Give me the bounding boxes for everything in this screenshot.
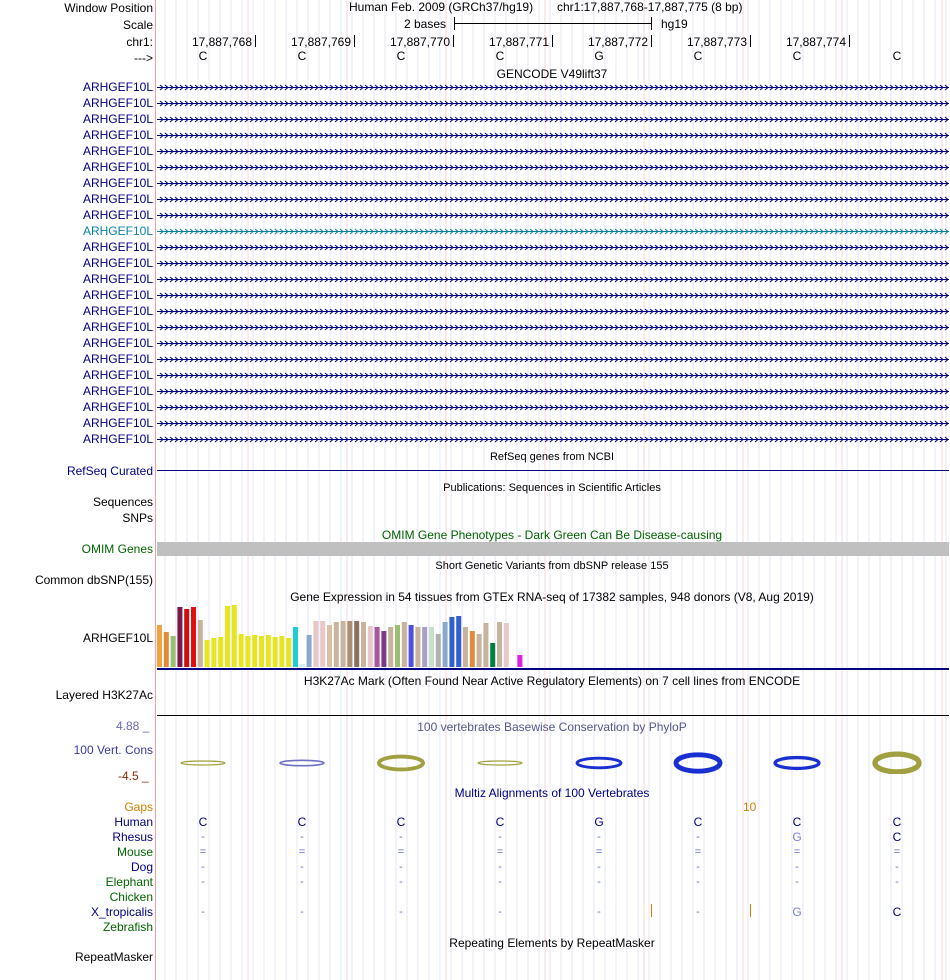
gtex-tissue-bar [361,622,366,667]
gencode-transcript[interactable] [157,176,949,192]
base-letter: C [792,49,802,63]
gtex-tissue-bar [470,631,475,667]
scale-bar [454,23,652,24]
gtex-tissue-bar [232,605,237,667]
chrom-label: chr1: [126,35,153,49]
gencode-transcript[interactable] [157,224,949,240]
base-letter: C [396,49,406,63]
gtex-tissue-bar [177,607,182,667]
alignment-base: = [793,846,801,858]
ruler-coordinate: 17,887,774 [785,35,846,49]
ruler-tick [849,35,850,47]
alignment-base: - [498,906,502,918]
alignment-base: = [893,846,901,858]
alignment-base: C [693,815,703,829]
gencode-transcript[interactable] [157,128,949,144]
repeatmasker-title: Repeating Elements by RepeatMasker [449,936,655,950]
gencode-transcript-label[interactable]: ARHGEF10L [82,160,153,174]
gencode-transcript[interactable] [157,144,949,160]
gencode-transcript[interactable] [157,208,949,224]
omim-bar[interactable] [157,542,949,556]
h3k27ac-title: H3K27Ac Mark (Often Found Near Active Regulatory Elements) on 7 cell lines from ENCODE [303,674,801,688]
gtex-tissue-bar [511,664,516,667]
publications-sequences-label[interactable]: Sequences [92,495,153,509]
conservation-logo [379,757,423,770]
ruler-coordinate: 17,887,769 [290,35,351,49]
alignment-base: - [795,861,799,873]
gtex-tissue-bar [381,631,386,667]
alignment-base: G [792,905,802,919]
gencode-transcript-label[interactable]: ARHGEF10L [82,384,153,398]
alignment-base: - [696,876,700,888]
base-letter: C [495,49,505,63]
alignment-base: - [597,906,601,918]
publications-title: Publications: Sequences in Scientific Articles [443,482,661,494]
species-label[interactable]: Chicken [109,890,153,904]
gencode-transcript-label[interactable]: ARHGEF10L [82,320,153,334]
gencode-transcript[interactable] [157,240,949,256]
alignment-base: - [399,831,403,843]
gencode-transcript[interactable] [157,368,949,384]
gaps-label[interactable]: Gaps [124,800,153,814]
h3k27ac-label[interactable]: Layered H3K27Ac [55,688,153,702]
multiz-title: Multiz Alignments of 100 Vertebrates [454,786,650,800]
alignment-base: = [595,846,603,858]
ruler-tick [453,35,454,47]
conservation-logo [181,761,225,765]
gtex-tissue-bar [517,655,522,667]
gencode-transcript-label[interactable]: ARHGEF10L [82,176,153,190]
gencode-transcript-label[interactable]: ARHGEF10L [82,416,153,430]
gencode-transcript-label[interactable]: ARHGEF10L [82,224,153,238]
h3k27ac-baseline [157,715,949,716]
alignment-base: - [201,906,205,918]
gencode-title: GENCODE V49lift37 [496,67,608,81]
label-divider [155,0,156,980]
gtex-tissue-bar [409,625,414,667]
gtex-tissue-bar [157,625,162,667]
conservation-logo [676,755,720,771]
alignment-base: - [696,906,700,918]
gtex-tissue-bar [490,643,495,667]
conservation-logo [478,761,522,765]
gaps-count: 10 [743,800,757,814]
gtex-tissue-bar [368,626,373,667]
gtex-tissue-bar [436,634,441,667]
refseq-title: RefSeq genes from NCBI [489,451,615,463]
gtex-tissue-bar [415,627,420,667]
alignment-base: - [399,861,403,873]
assembly-text: Human Feb. 2009 (GRCh37/hg19) [349,0,534,14]
gencode-transcript-label[interactable]: ARHGEF10L [82,400,153,414]
alignment-base: = [496,846,504,858]
alignment-base: - [498,876,502,888]
gencode-transcript[interactable] [157,416,949,432]
alignment-base: - [895,876,899,888]
conservation-label[interactable]: 100 Vert. Cons [73,743,153,757]
gtex-tissue-bar [313,621,318,667]
alignment-base: C [495,815,505,829]
gencode-transcript[interactable] [157,160,949,176]
gencode-transcript[interactable] [157,352,949,368]
gtex-tissue-bar [225,606,230,667]
alignment-base: - [895,861,899,873]
gtex-bar-chart[interactable] [156,602,536,668]
gtex-tissue-bar [171,636,176,667]
omim-title: OMIM Gene Phenotypes - Dark Green Can Be Disease-causing [381,528,723,542]
alignment-base: G [792,830,802,844]
gencode-transcript[interactable] [157,272,949,288]
gtex-tissue-bar [422,627,427,667]
gtex-tissue-bar [402,622,407,667]
gtex-tissue-bar [252,635,257,667]
gencode-transcript[interactable] [157,384,949,400]
gencode-transcript-label[interactable]: ARHGEF10L [82,192,153,206]
species-label[interactable]: Zebrafish [102,920,153,934]
base-letter: C [892,49,902,63]
gtex-tissue-bar [191,607,196,667]
alignment-base: - [201,831,205,843]
gtex-tissue-bar [327,625,332,667]
alignment-base: = [199,846,207,858]
gtex-tissue-bar [164,632,169,667]
alignment-base: = [694,846,702,858]
alignment-base: - [399,876,403,888]
gencode-transcript-label[interactable]: ARHGEF10L [82,128,153,142]
conservation-max-label: 4.88 _ [116,719,150,733]
position-text: chr1:17,887,768-17,887,775 (8 bp) [557,0,743,14]
gtex-tissue-bar [307,635,312,667]
gtex-tissue-bar [429,627,434,667]
gtex-tissue-bar [286,638,291,667]
gencode-transcript-label[interactable]: ARHGEF10L [82,304,153,318]
publications-snps-label[interactable]: SNPs [122,511,153,525]
alignment-base: - [498,861,502,873]
conservation-logo [577,758,621,768]
alignment-base: - [300,831,304,843]
ruler-coordinate: 17,887,773 [686,35,747,49]
gtex-tissue-bar [504,623,509,667]
db-text: hg19 [661,17,688,31]
omim-label[interactable]: OMIM Genes [81,542,153,556]
gencode-transcript[interactable] [157,96,949,112]
gencode-transcript-label[interactable]: ARHGEF10L [82,144,153,158]
species-label[interactable]: X_tropicalis [90,905,153,919]
species-label[interactable]: Elephant [105,875,153,889]
ruler-tick [651,35,652,47]
ruler-coordinate: 17,887,772 [587,35,648,49]
gencode-transcript-label[interactable]: ARHGEF10L [82,336,153,350]
gencode-transcript-label[interactable]: ARHGEF10L [82,272,153,286]
gtex-tissue-bar [266,635,271,667]
alignment-base: C [792,815,802,829]
dbsnp-label[interactable]: Common dbSNP(155) [34,573,153,587]
gtex-tissue-bar [497,622,502,667]
gtex-tissue-bar [205,640,210,667]
gtex-tissue-bar [449,617,454,667]
ruler-tick [750,35,751,47]
gencode-transcript[interactable] [157,288,949,304]
gtex-tissue-bar [184,609,189,667]
gtex-baseline [157,668,949,670]
gencode-transcript[interactable] [157,320,949,336]
scale-bar-left-cap [454,17,455,30]
alignment-base: = [298,846,306,858]
gtex-tissue-bar [375,627,380,667]
gtex-tissue-bar [347,621,352,667]
gencode-transcript[interactable] [157,80,949,96]
conservation-title: 100 vertebrates Basewise Conservation by PhyloP [417,720,687,734]
strand-label: ---> [134,51,153,65]
alignment-base: G [594,815,604,829]
gtex-tissue-bar [300,664,305,667]
conservation-logo [280,760,324,765]
gtex-tissue-bar [239,634,244,667]
alignment-base: - [597,831,601,843]
repeatmasker-label[interactable]: RepeatMasker [74,950,153,964]
window-position-label: Window Position [64,1,153,15]
gtex-tissue-bar [354,621,359,667]
alignment-base: - [597,861,601,873]
gencode-transcript[interactable] [157,304,949,320]
alignment-base: - [597,876,601,888]
gtex-tissue-bar [443,622,448,667]
ruler-coordinate: 17,887,771 [488,35,549,49]
scale-label: Scale [122,18,153,32]
gtex-label[interactable]: ARHGEF10L [82,631,153,645]
gencode-transcript[interactable] [157,256,949,272]
gtex-tissue-bar [456,616,461,667]
gtex-tissue-bar [273,637,278,667]
gtex-tissue-bar [341,621,346,667]
alignment-base: C [892,830,902,844]
species-label[interactable]: Mouse [116,845,153,859]
gencode-transcript[interactable] [157,192,949,208]
alignment-base: = [397,846,405,858]
gencode-transcript[interactable] [157,432,949,448]
alignment-base: C [297,815,307,829]
gtex-tissue-bar [279,636,284,667]
dbsnp-title: Short Genetic Variants from dbSNP release 155 [435,560,669,572]
gencode-transcript-label[interactable]: ARHGEF10L [82,240,153,254]
alignment-base: - [399,906,403,918]
gtex-tissue-bar [211,638,216,667]
ruler-tick [552,35,553,47]
gtex-tissue-bar [198,620,203,667]
alignment-base: C [396,815,406,829]
gtex-tissue-bar [334,622,339,667]
gencode-transcript-label[interactable]: ARHGEF10L [82,352,153,366]
ruler-tick [354,35,355,47]
conservation-min-label: -4.5 _ [118,769,149,783]
alignment-base: - [300,876,304,888]
alignment-base: - [696,861,700,873]
gencode-transcript-label[interactable]: ARHGEF10L [82,256,153,270]
ruler-coordinate: 17,887,770 [389,35,450,49]
gencode-transcript[interactable] [157,336,949,352]
gtex-tissue-bar [463,627,468,667]
gencode-transcript-label[interactable]: ARHGEF10L [82,432,153,446]
gencode-transcript-label[interactable]: ARHGEF10L [82,368,153,382]
refseq-line[interactable] [157,470,949,471]
alignment-base: - [696,831,700,843]
gtex-tissue-bar [293,627,298,667]
alignment-base: - [300,861,304,873]
conservation-logo [875,754,919,772]
gencode-transcript-label[interactable]: ARHGEF10L [82,208,153,222]
base-letter: C [297,49,307,63]
alignment-base: - [300,906,304,918]
gtex-tissue-bar [259,636,264,667]
gtex-tissue-bar [218,637,223,667]
alignment-base: - [498,831,502,843]
gtex-title: Gene Expression in 54 tissues from GTEx RNA-seq of 17382 samples, 948 donors (V8, Aug 2019) [290,590,814,604]
scale-text: 2 bases [404,17,447,31]
gencode-transcript-label[interactable]: ARHGEF10L [82,96,153,110]
gencode-transcript-label[interactable]: ARHGEF10L [82,288,153,302]
scale-bar-right-cap [651,17,652,30]
gtex-tissue-bar [483,623,488,667]
gtex-tissue-bar [395,625,400,667]
ruler-tick [255,35,256,47]
gtex-tissue-bar [388,627,393,667]
alignment-base: C [198,815,208,829]
gencode-transcript[interactable] [157,112,949,128]
insertion-marker [651,904,652,917]
alignment-base: C [892,815,902,829]
alignment-base: C [892,905,902,919]
gencode-transcript[interactable] [157,400,949,416]
conservation-logo-track[interactable] [156,750,950,774]
base-letter: C [198,49,208,63]
species-label[interactable]: Human [114,815,153,829]
species-label[interactable]: Rhesus [112,830,153,844]
gtex-tissue-bar [320,621,325,667]
base-letter: C [693,49,703,63]
gtex-tissue-bar [245,636,250,667]
conservation-logo [775,758,819,769]
gtex-tissue-bar [477,634,482,667]
gencode-transcript-label[interactable]: ARHGEF10L [82,80,153,94]
ruler-coordinate: 17,887,768 [191,35,252,49]
alignment-base: - [201,861,205,873]
alignment-base: - [201,876,205,888]
species-label[interactable]: Dog [130,860,153,874]
base-letter: G [594,49,604,63]
gencode-transcript-label[interactable]: ARHGEF10L [82,112,153,126]
refseq-label[interactable]: RefSeq Curated [66,464,153,478]
alignment-base: - [795,876,799,888]
insertion-marker [750,904,751,917]
